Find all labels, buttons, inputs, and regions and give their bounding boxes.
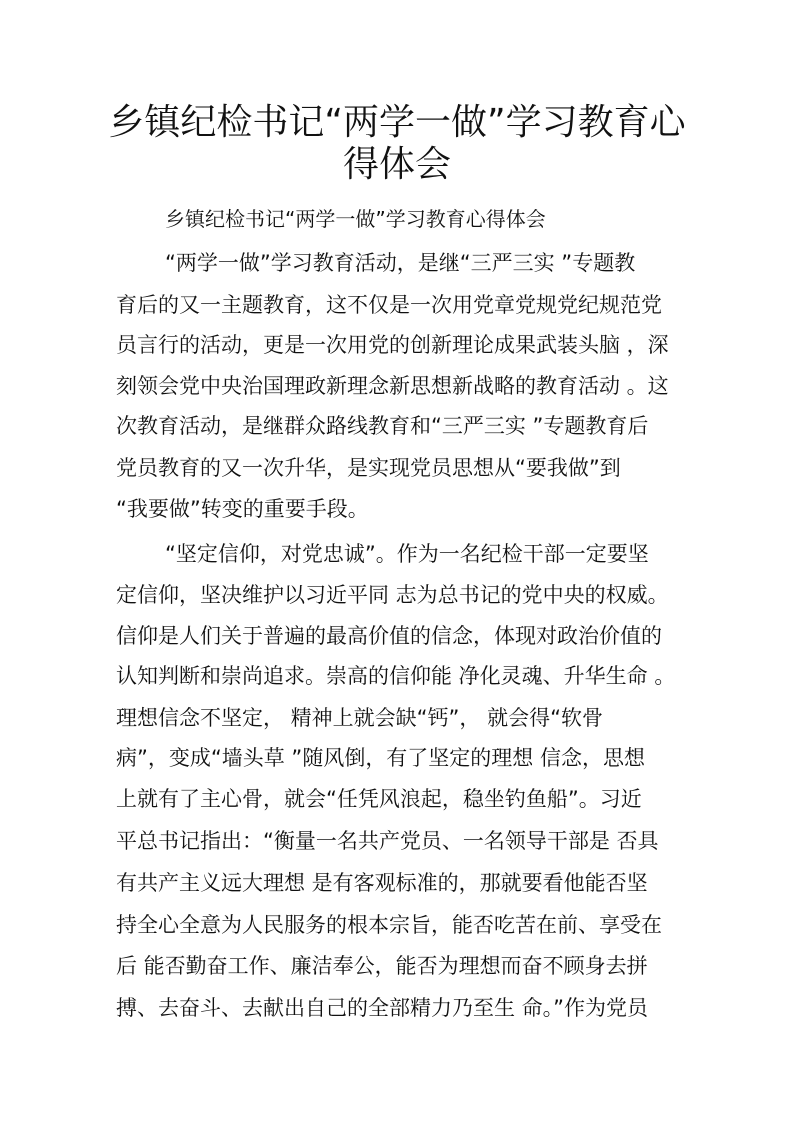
document-title-line-1: 乡镇纪检书记“两学一做”学习教育心 (108, 102, 686, 143)
document-subtitle: 乡镇纪检书记“两学一做”学习教育心得体会 (165, 207, 546, 231)
paragraph-1-line-3: 员言行的活动，更是一次用党的创新理论成果武装头脑 ，深 (116, 333, 669, 357)
paragraph-2-line-7: 上就有了主心骨，就会“任凭风浪起，稳坐钓鱼船”。习近 (116, 787, 642, 811)
paragraph-1-line-2: 育后的又一主题教育，这不仅是一次用党章党规党纪规范党 (116, 293, 662, 317)
paragraph-1-line-1: “两学一做”学习教育活动，是继“三严三实 ”专题教 (165, 251, 636, 275)
paragraph-2-line-12: 搏、去奋斗、去献出自己的全部精力乃至生 命。”作为党员 (116, 996, 649, 1020)
paragraph-2-line-9: 有共产主义远大理想 是有客观标准的，那就要看他能否坚 (116, 871, 648, 895)
paragraph-2-line-6: 病”，变成“墙头草 ”随风倒，有了坚定的理想 信念，思想 (116, 746, 645, 770)
paragraph-1-line-5: 次教育活动，是继群众路线教育和“三严三实 ”专题教育后 (116, 414, 649, 438)
paragraph-2-line-1: “坚定信仰，对党忠诚”。作为一名纪检干部一定要坚 (165, 542, 649, 566)
paragraph-2-line-11: 后 能否勤奋工作、廉洁奉公，能否为理想而奋不顾身去拼 (116, 954, 648, 978)
paragraph-2-line-2: 定信仰，坚决维护以习近平同 志为总书记的党中央的权威。 (116, 583, 669, 607)
paragraph-1-line-4: 刻领会党中央治国理政新理念新思想新战略的教育活动 。这 (116, 374, 669, 398)
paragraph-1-line-7: “我要做”转变的重要手段。 (116, 497, 369, 521)
paragraph-2-line-5: 理想信念不坚定， 精神上就会缺“钙”， 就会得“软骨 (116, 706, 603, 730)
paragraph-2-line-8: 平总书记指出：“衡量一名共产党员、一名领导干部是 否具 (116, 829, 659, 853)
paragraph-2-line-4: 认知判断和崇尚追求。崇高的信仰能 净化灵魂、升华生命 。 (116, 664, 676, 688)
paragraph-1-line-6: 党员教育的又一次升华，是实现党员思想从“要我做”到 (116, 456, 621, 480)
paragraph-2-line-3: 信仰是人们关于普遍的最高价值的信念，体现对政治价值的 (116, 624, 662, 648)
paragraph-2-line-10: 持全心全意为人民服务的根本宗旨，能否吃苦在前、享受在 (116, 913, 662, 937)
document-title-line-2: 得体会 (342, 144, 451, 185)
